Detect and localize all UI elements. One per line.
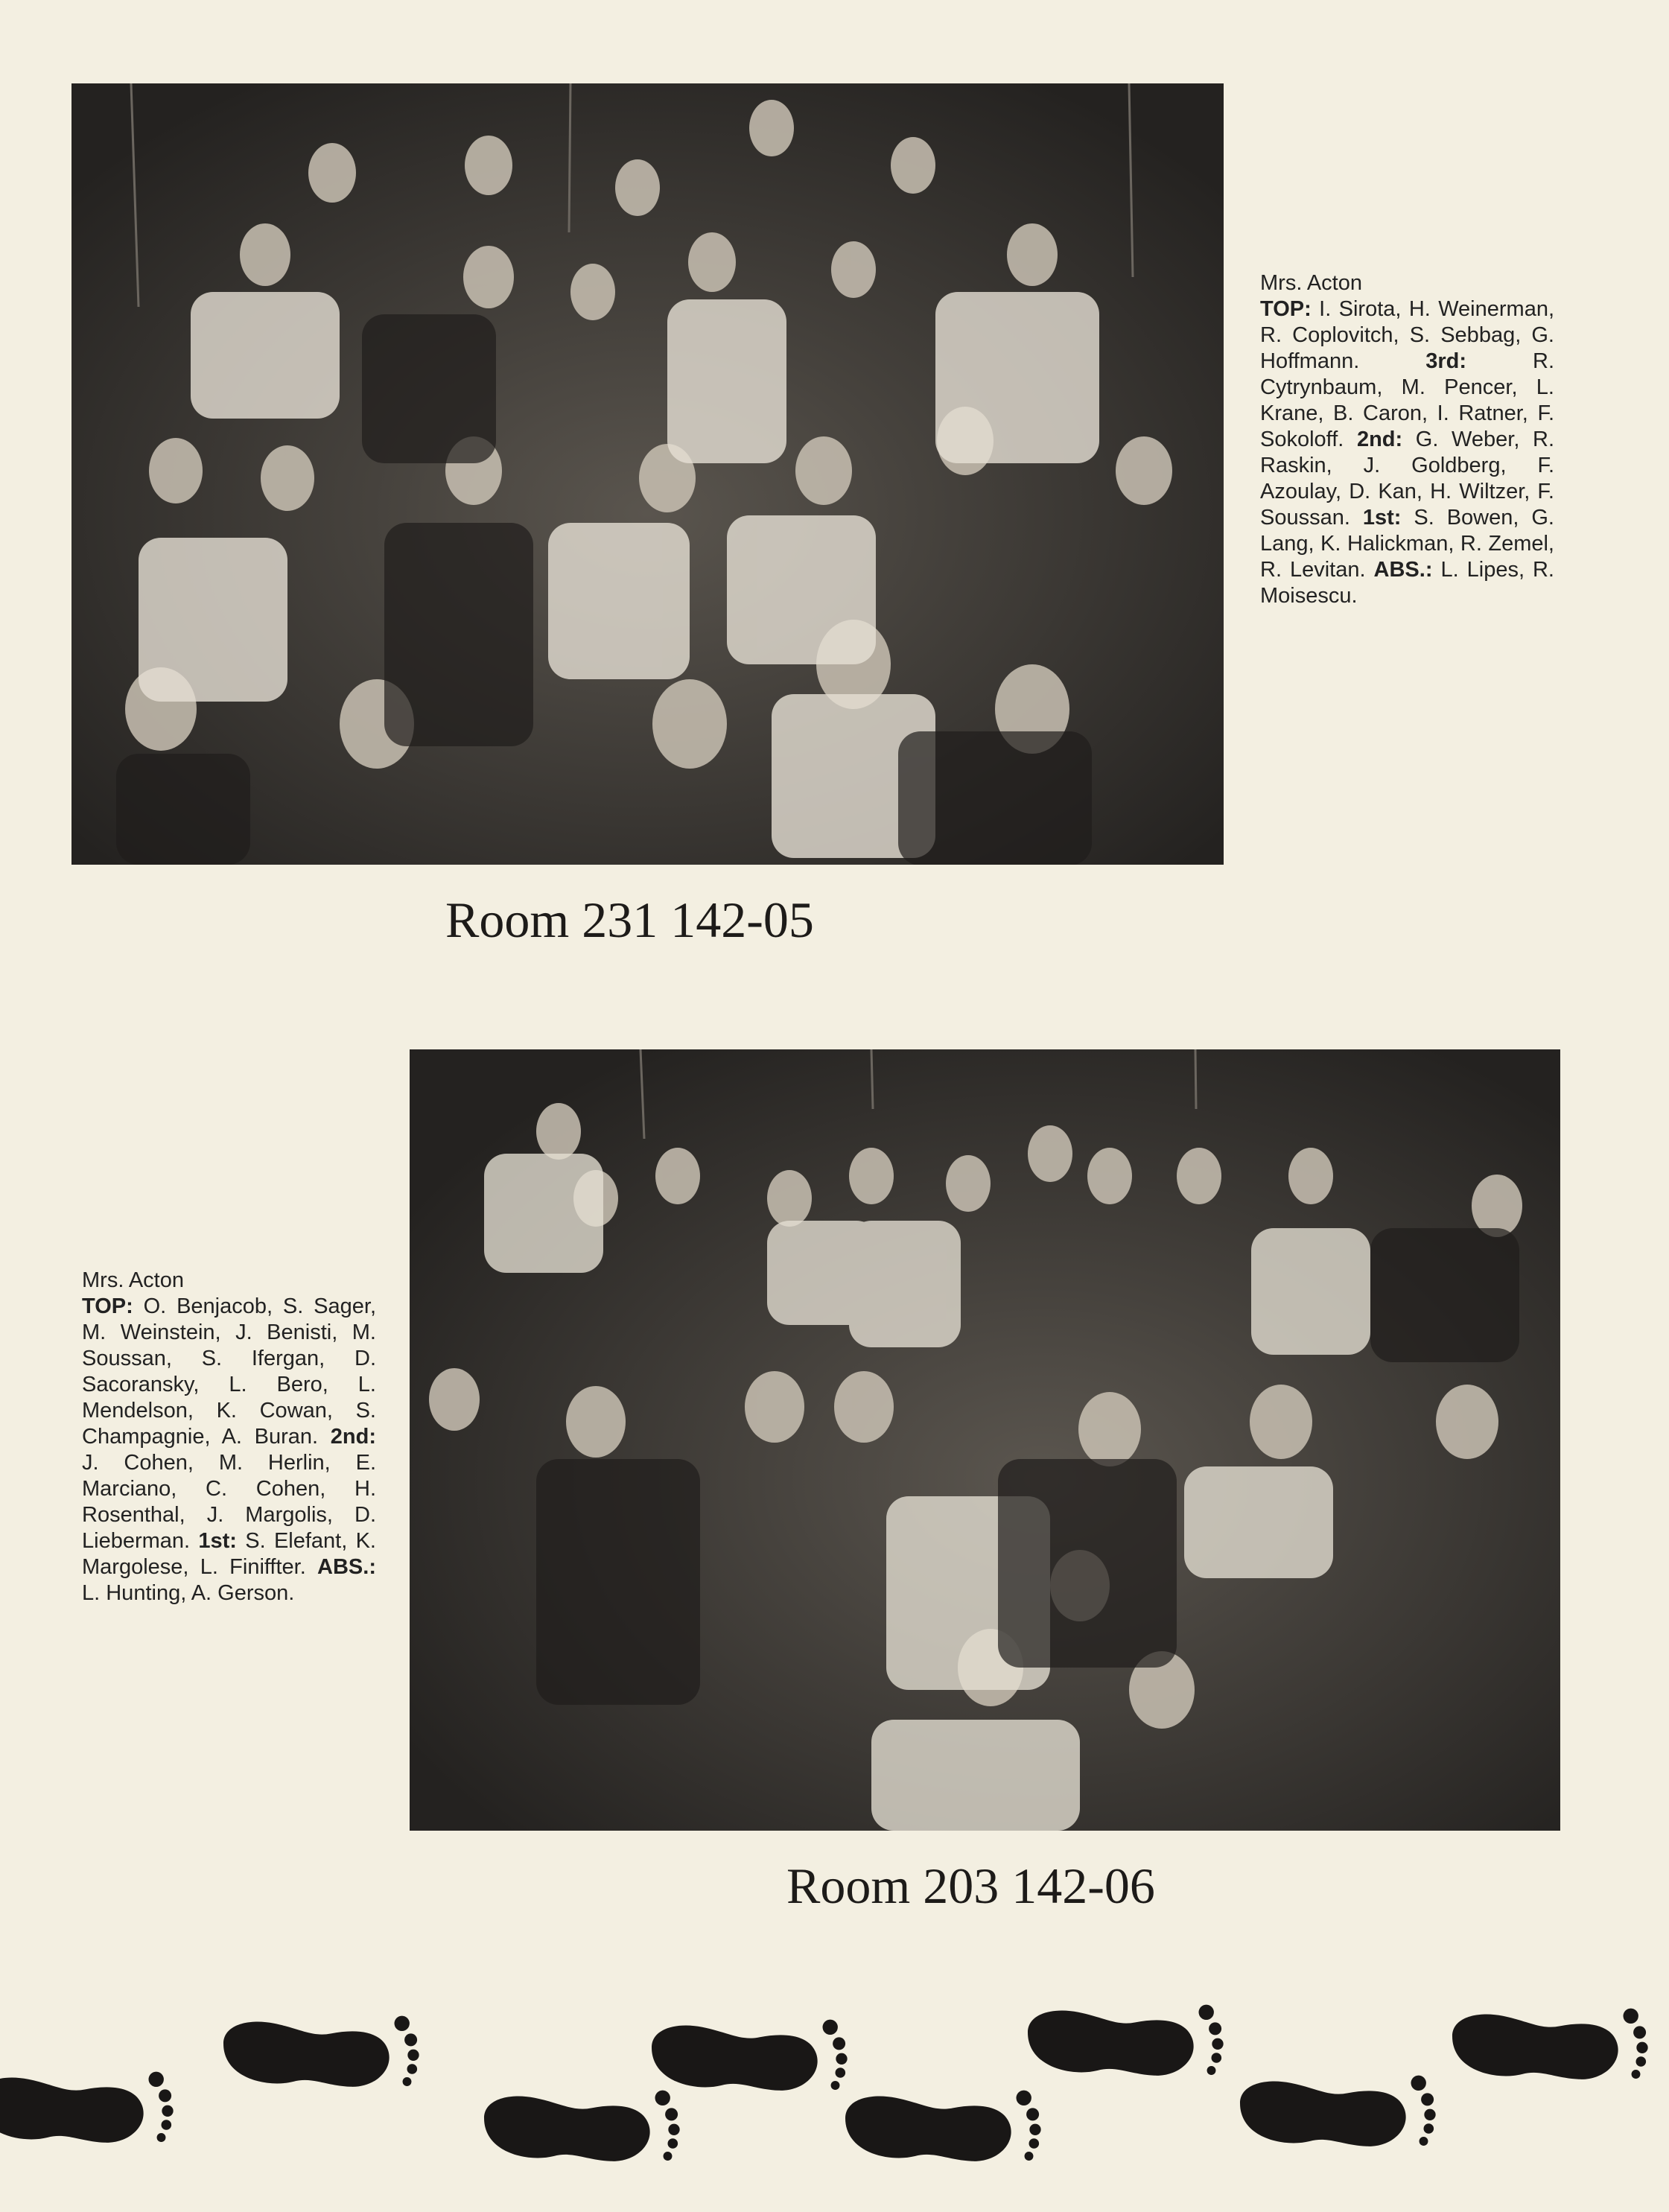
footprint-icon bbox=[1028, 2005, 1224, 2076]
row-names-2nd: J. Cohen, M. Herlin, E. Marciano, C. Cohen, H. Rosenthal, J. Margolis, D. Lieberman. bbox=[82, 1451, 376, 1553]
footprint-icon bbox=[223, 2016, 419, 2087]
footprint-icon bbox=[845, 2091, 1041, 2161]
footprints-decoration bbox=[0, 1996, 1669, 2212]
class-photo-room-231 bbox=[71, 83, 1224, 865]
row-names-2nd: G. Weber, R. Raskin, J. Goldberg, F. Azoulay, D. Kan, H. Wiltzer, F. Soussan. bbox=[1260, 428, 1554, 530]
row-names-1st: S. Bowen, G. Lang, K. Halickman, R. Zemel, R. Levitan. bbox=[1260, 506, 1554, 582]
class-photo-room-203-image bbox=[410, 1049, 1560, 1831]
caption-room-231 bbox=[1260, 270, 1554, 609]
caption-room-203 bbox=[82, 1268, 376, 1606]
footprint-icon bbox=[1452, 2009, 1648, 2079]
row-label-1st: 1st: bbox=[198, 1529, 237, 1553]
row-names-abs: L. Lipes, R. Moisescu. bbox=[1260, 558, 1554, 608]
class-photo-room-231-image bbox=[71, 83, 1224, 865]
row-names-abs: L. Hunting, A. Gerson. bbox=[82, 1581, 295, 1605]
row-names-top: O. Benjacob, S. Sager, M. Weinstein, J. Benisti, M. Soussan, S. Ifergan, D. Sacoransky, L. Bero, L. Mendelson, K. Cowan, S. Champagnie, A. Buran. bbox=[82, 1294, 377, 1449]
row-label-3rd: 3rd: bbox=[1425, 349, 1467, 373]
footprint-icon bbox=[484, 2091, 680, 2161]
teacher-name: Mrs. Acton bbox=[82, 1268, 184, 1292]
room-title-231: Room 231 142-05 bbox=[445, 892, 814, 948]
class-photo-room-203 bbox=[410, 1049, 1560, 1831]
row-label-2nd: 2nd: bbox=[330, 1425, 377, 1449]
row-label-abs: ABS.: bbox=[317, 1555, 376, 1579]
room-title-203: Room 203 142-06 bbox=[786, 1857, 1155, 1914]
row-label-1st: 1st: bbox=[1362, 506, 1402, 530]
row-label-top: TOP: bbox=[1260, 297, 1312, 321]
row-names-1st: S. Elefant, K. Margolese, L. Finiffter. bbox=[82, 1529, 376, 1579]
teacher-name: Mrs. Acton bbox=[1260, 271, 1362, 295]
row-label-top: TOP: bbox=[82, 1294, 133, 1318]
row-names-3rd: R. Cytrynbaum, M. Pencer, L. Krane, B. Caron, I. Ratner, F. Sokoloff. bbox=[1260, 349, 1554, 451]
row-label-2nd: 2nd: bbox=[1356, 428, 1403, 451]
footprint-icon bbox=[0, 2072, 174, 2143]
row-label-abs: ABS.: bbox=[1373, 558, 1433, 582]
footprint-icon bbox=[1240, 2076, 1436, 2146]
row-names-top: I. Sirota, H. Weinerman, R. Coplovitch, S. Sebbag, G. Hoffmann. bbox=[1260, 297, 1555, 373]
footprint-icon bbox=[652, 2020, 848, 2091]
